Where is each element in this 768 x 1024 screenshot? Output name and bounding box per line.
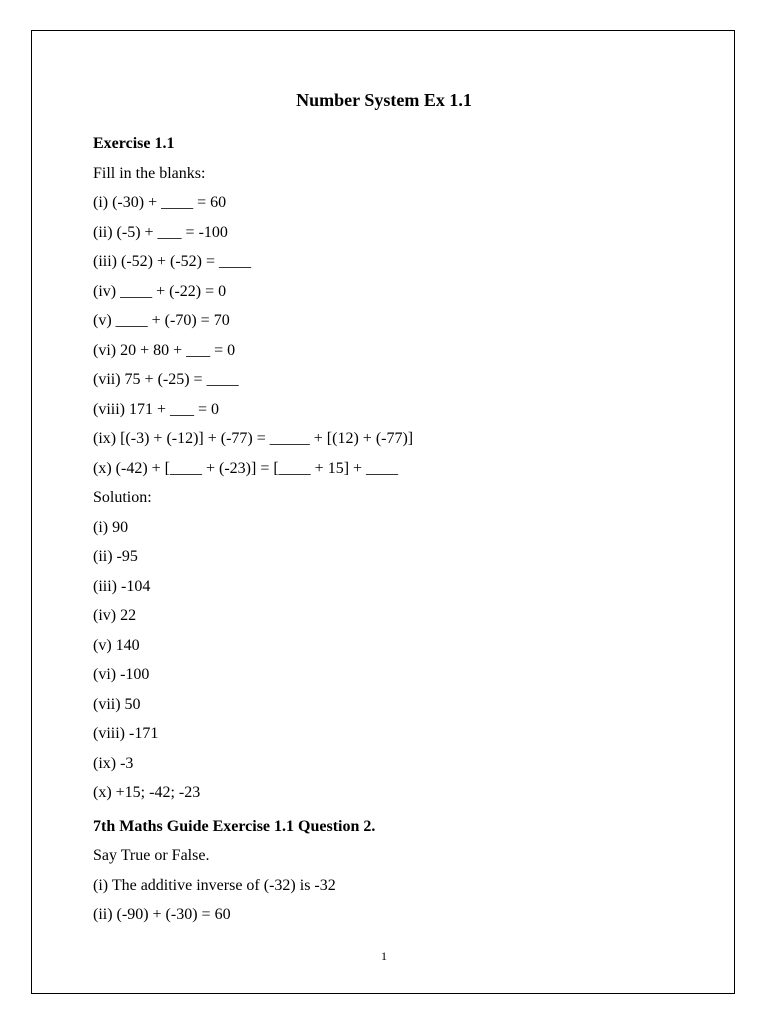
solution-item: (vii) 50	[93, 695, 141, 713]
solution-heading: Solution:	[93, 489, 152, 506]
fill-in-item: (iii) (-52) + (-52) = ____	[93, 253, 252, 270]
solution-item: (iii) -104	[93, 577, 151, 595]
fill-in-item: (i) (-30) + ____ = 60	[93, 194, 227, 211]
fill-in-item: (x) (-42) + [____ + (-23)] = [____ + 15] + ____	[93, 459, 399, 477]
fill-in-item: (v) ____ + (-70) = 70	[93, 312, 230, 329]
document-title: Number System Ex 1.1	[296, 90, 472, 110]
fill-in-item: (ix) [(-3) + (-12)] + (-77) = _____ + [(12) + (-77)]	[93, 430, 414, 447]
fill-in-item: (vi) 20 + 80 + ___ = 0	[93, 341, 236, 359]
exercise-heading: Exercise 1.1	[93, 135, 175, 152]
solution-item: (i) 90	[93, 518, 129, 536]
fill-in-heading: Fill in the blanks:	[93, 164, 206, 182]
true-false-heading: Say True or False.	[93, 847, 210, 864]
solution-list	[93, 513, 713, 808]
solution-item: (ix) -3	[93, 754, 134, 772]
page-number: 1	[381, 949, 387, 963]
document-body	[93, 129, 713, 930]
fill-in-list	[93, 188, 713, 483]
solution-item: (viii) -171	[93, 725, 159, 742]
fill-in-item: (iv) ____ + (-22) = 0	[93, 282, 227, 300]
true-false-item: (i) The additive inverse of (-32) is -32	[93, 876, 336, 894]
solution-item: (vi) -100	[93, 666, 150, 683]
question2-heading: 7th Maths Guide Exercise 1.1 Question 2.	[93, 817, 376, 835]
fill-in-item: (vii) 75 + (-25) = ____	[93, 371, 239, 388]
solution-item: (v) 140	[93, 636, 140, 654]
solution-item: (ii) -95	[93, 548, 138, 565]
true-false-list	[93, 871, 713, 930]
true-false-item: (ii) (-90) + (-30) = 60	[93, 906, 231, 923]
fill-in-item: (ii) (-5) + ___ = -100	[93, 223, 228, 241]
solution-item: (x) +15; -42; -23	[93, 784, 201, 801]
fill-in-item: (viii) 171 + ___ = 0	[93, 400, 220, 418]
solution-item: (iv) 22	[93, 607, 137, 624]
